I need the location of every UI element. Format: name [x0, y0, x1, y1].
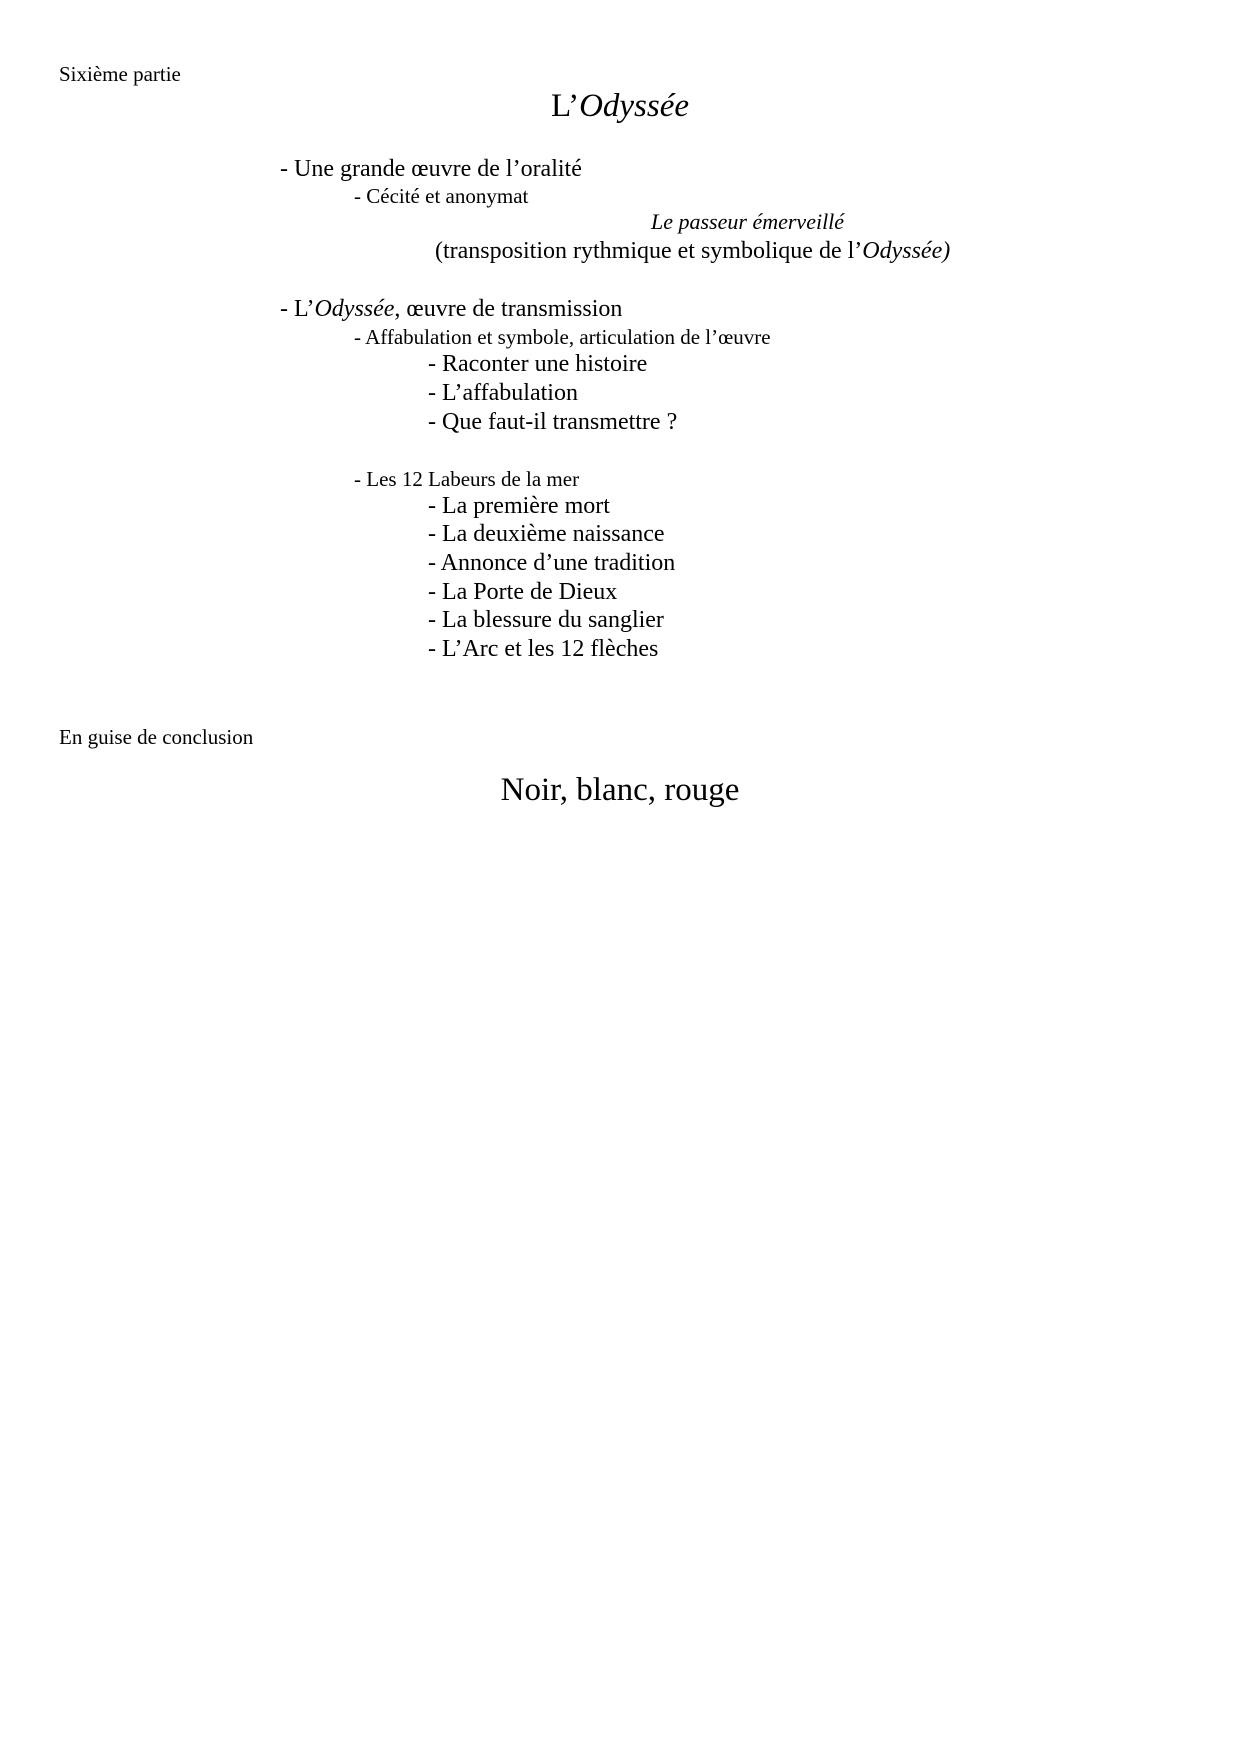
conclusion-label: En guise de conclusion [59, 725, 254, 749]
conclusion-title: Noir, blanc, rouge [500, 772, 740, 808]
list-item: - L’affabulation [428, 380, 578, 406]
list-item: - La première mort [428, 493, 610, 519]
work-subtitle [435, 239, 950, 263]
section2-heading-prefix: - L’ [280, 296, 315, 322]
list-item: - Raconter une histoire [428, 351, 648, 377]
section2-heading-suffix: , œuvre de transmission [394, 296, 623, 322]
list-item: - La deuxième naissance [428, 521, 665, 547]
list-item: - Que faut-il transmettre ? [428, 409, 678, 435]
page-title [0, 90, 1240, 123]
list-item: - La Porte de Dieux [428, 579, 618, 605]
list-item: - L’Arc et les 12 flèches [428, 636, 659, 662]
work-subtitle-italic: Odyssée) [862, 238, 951, 264]
part-label: Sixième partie [59, 62, 181, 86]
section2-heading [280, 297, 622, 321]
section1-heading: - Une grande œuvre de l’oralité [280, 156, 582, 182]
title-prefix: L’ [550, 88, 580, 124]
list-item: - Annonce d’une tradition [428, 550, 676, 576]
section2-sub: - Affabulation et symbole, articulation de l’œuvre [354, 325, 771, 349]
list-item: - La blessure du sanglier [428, 607, 664, 633]
section2-heading-italic: Odyssée [314, 296, 395, 322]
work-subtitle-prefix: (transposition rythmique et symbolique de l’ [435, 238, 863, 264]
section2-sub2: - Les 12 Labeurs de la mer [354, 467, 580, 491]
title-italic: Odyssée [579, 88, 690, 124]
section1-sub: - Cécité et anonymat [354, 184, 529, 208]
work-title: Le passeur émerveillé [651, 209, 845, 234]
